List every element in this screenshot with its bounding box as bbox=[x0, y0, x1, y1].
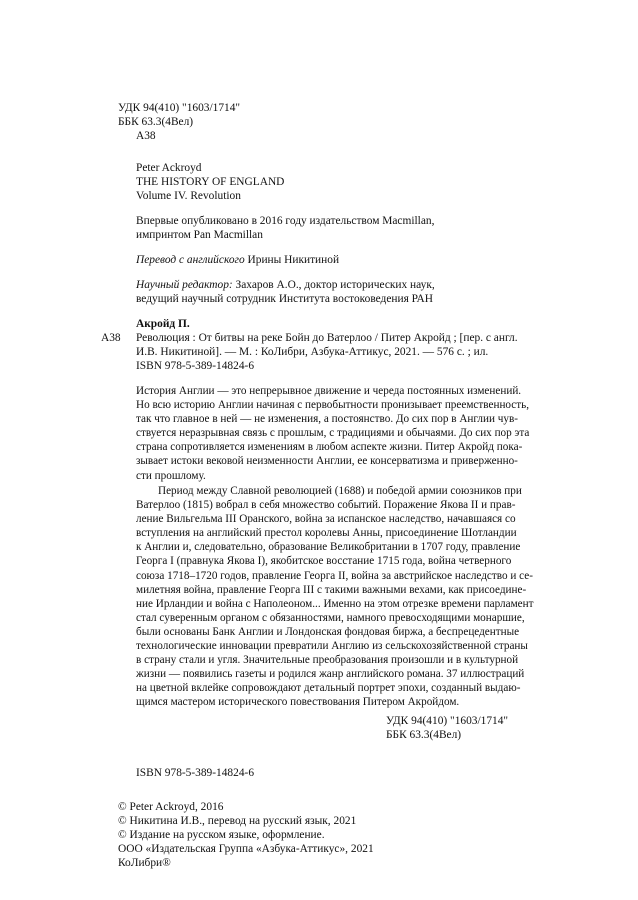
original-volume: Volume IV. Revolution bbox=[136, 190, 241, 202]
editor-affiliation: ведущий научный сотрудник Института востоковедения РАН bbox=[136, 293, 433, 305]
udk-code: УДК 94(410) "1603/1714" bbox=[118, 102, 241, 114]
annotation-line: Георга I (правнука Якова I), якобитское восстание 1715 года, война четверного bbox=[136, 555, 512, 568]
copyright-line: © Peter Ackroyd, 2016 bbox=[118, 801, 224, 813]
isbn: ISBN 978-5-389-14824-6 bbox=[136, 767, 255, 779]
editor-label: Научный редактор: bbox=[136, 279, 233, 291]
author-sign-code: А38 bbox=[136, 130, 156, 142]
bbk-code: ББК 63.3(4Вел) bbox=[118, 116, 194, 128]
annotation-line: были основаны Банк Англии и Лондонская фондовая биржа, а беспрецедентные bbox=[136, 625, 520, 638]
original-author: Peter Ackroyd bbox=[136, 162, 202, 174]
copyright-line: © Никитина И.В., перевод на русский язык, 2021 bbox=[118, 815, 357, 827]
copyright-line: КоЛибри® bbox=[118, 857, 171, 869]
translator-name: Ирины Никитиной bbox=[244, 254, 340, 266]
annotation-line: технологические инновации превратили Англию из сельскохозяйственной страны bbox=[136, 640, 528, 653]
translation-label: Перевод с английского bbox=[136, 254, 245, 266]
annotation-line: Период между Славной революцией (1688) и победой армии союзников при bbox=[158, 485, 522, 497]
editor-credit bbox=[136, 278, 435, 292]
annotation-line: История Англии — это непрерывное движение и череда постоянных изменений. bbox=[136, 385, 522, 397]
copyright-line: © Издание на русском языке, оформление. bbox=[118, 829, 325, 841]
annotation-line: ние Ирландии и война с Наполеоном... Именно на этом отрезке времени парламент bbox=[136, 597, 534, 610]
annotation-line: страна сопротивляется изменениям в любом аспекте жизни. Питер Акройд пока- bbox=[136, 441, 523, 454]
annotation-line: стал суверенным органом с обязанностями, намного превосходящими монаршие, bbox=[136, 611, 525, 624]
annotation-line: милетняя война, правление Георга III с такими важными вехами, как присоедине- bbox=[136, 583, 527, 596]
published-line-1: Впервые опубликовано в 2016 году издательством Macmillan, bbox=[136, 215, 435, 227]
catalog-code: А38 bbox=[101, 332, 121, 344]
annotation-line: Ватерлоо (1815) вобрал в себя множество событий. Поражение Якова II и прав- bbox=[136, 499, 516, 512]
annotation-line: к Англии и, следовательно, образование Великобритании в 1707 году, правление bbox=[136, 541, 521, 554]
annotation-line: на цветной вклейке сопровождают детальный портрет эпохи, созданный выдаю- bbox=[136, 682, 521, 695]
annotation-line: вступления на английский престол королевы Анны, присоединение Шотландии bbox=[136, 527, 517, 540]
copyright-line: ООО «Издательская Группа «Азбука-Аттикус», 2021 bbox=[118, 843, 374, 855]
annotation-line: жизни — появились газеты и родился жанр английского романа. 37 иллюстраций bbox=[136, 668, 525, 681]
footer-udk-code: УДК 94(410) "1603/1714" bbox=[386, 715, 509, 727]
annotation-line: так что главное в ней — не изменения, а постоянство. До сих пор в Англии чув- bbox=[136, 413, 518, 426]
annotation-line: сти прошлому. bbox=[136, 469, 206, 482]
annotation-paragraph-1 bbox=[136, 384, 529, 483]
translation-credit bbox=[136, 253, 339, 267]
annotation-paragraph-2 bbox=[136, 484, 534, 710]
catalog-line-2: И.В. Никитиной]. — М. : КоЛибри, Азбука-Аттикус, 2021. — 576 с. ; ил. bbox=[136, 346, 489, 358]
editor-name: Захаров А.О., доктор исторических наук, bbox=[232, 279, 435, 291]
annotation-line: ствуется неразрывная связь с прошлым, с традициями и обычаями. До сих пор эта bbox=[136, 427, 530, 440]
published-line-2: импринтом Pan Macmillan bbox=[136, 229, 263, 241]
original-title: THE HISTORY OF ENGLAND bbox=[136, 176, 285, 188]
catalog-author-heading: Акройд П. bbox=[136, 318, 190, 330]
catalog-line-1: Революция : От битвы на реке Бойн до Ватерлоо / Питер Акройд ; [пер. с англ. bbox=[136, 332, 518, 344]
footer-bbk-code: ББК 63.3(4Вел) bbox=[386, 729, 462, 741]
annotation-line: щимся мастером исторического повествования Питером Акройдом. bbox=[136, 696, 460, 709]
annotation-line: зывает истоки вековой неизменности Англии, ее консерватизма и приверженно- bbox=[136, 455, 518, 468]
catalog-isbn: ISBN 978-5-389-14824-6 bbox=[136, 360, 255, 372]
annotation-line: союза 1718–1720 годов, правление Георга II, война за австрийское наследство и се- bbox=[136, 569, 533, 582]
annotation-line: ление Вильгельма III Оранского, война за испанское наследство, начавшаяся со bbox=[136, 513, 516, 526]
annotation-line: в страну стали и угля. Значительные преобразования произошли и в культурной bbox=[136, 654, 519, 667]
annotation-line: Но всю историю Англии начиная с первобытности пронизывает преемственность, bbox=[136, 399, 530, 412]
